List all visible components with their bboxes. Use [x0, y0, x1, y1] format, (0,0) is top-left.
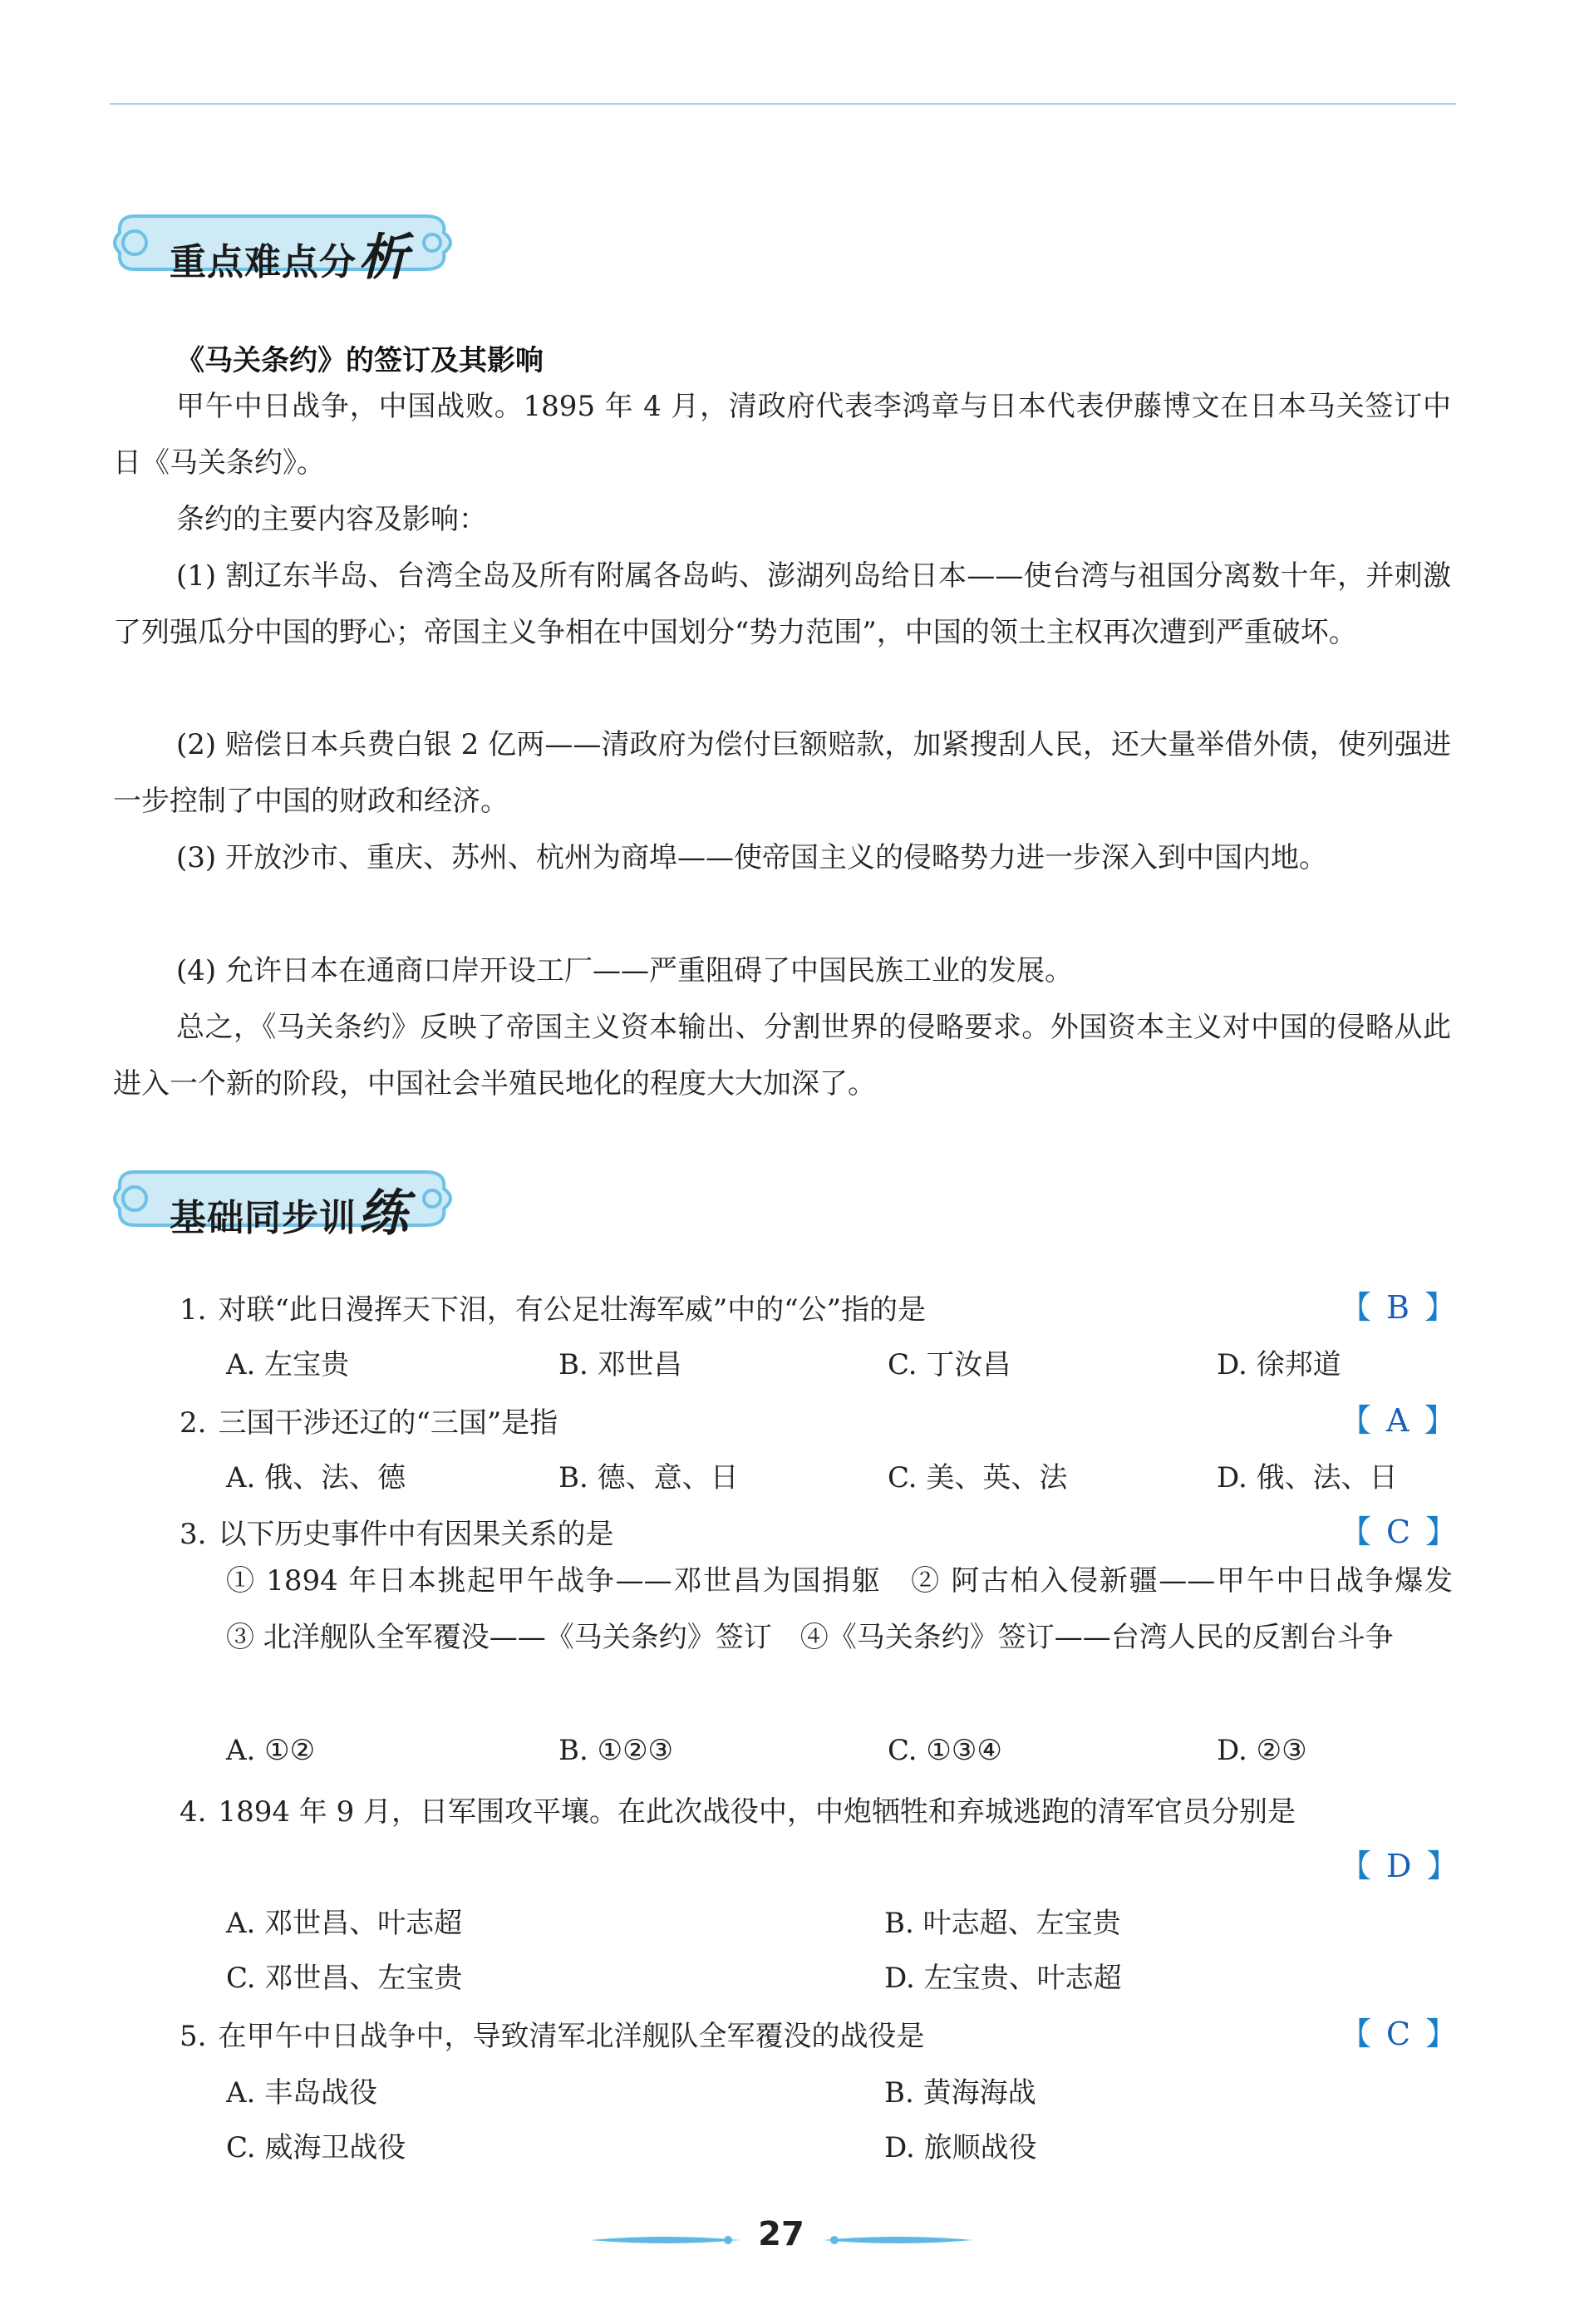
question-stem: 5. 在甲午中日战争中，导致清军北洋舰队全军覆没的战役是	[180, 2020, 925, 2053]
analysis-paragraph: (2) 赔偿日本兵费白银 2 亿两——清政府为偿付巨额赔款，加紧搜刮人民，还大量举借外债，使列强进一步控制了中国的财政和经济。	[113, 728, 1451, 818]
answer-letter: C	[1386, 2016, 1411, 2052]
analysis-section-title	[170, 218, 409, 289]
analysis-paragraph: 条约的主要内容及影响：	[176, 503, 487, 536]
option-a: A. 俄、法、德	[226, 1461, 406, 1494]
page-number: 27	[758, 2215, 804, 2253]
option-c: C. ①③④	[888, 1734, 1002, 1767]
option-d: D. 俄、法、日	[1217, 1461, 1398, 1494]
analysis-paragraph: (1) 割辽东半岛、台湾全岛及所有附属各岛屿、澎湖列岛给日本——使台湾与祖国分离数十年，并刺激了列强瓜分中国的野心；帝国主义争相在中国划分“势力范围”，中国的领土主权再次遭到严重破坏。	[113, 559, 1451, 649]
answer-bracket: 【 B 】	[1340, 1289, 1456, 1326]
question-body: ① 1894 年日本挑起甲午战争——邓世昌为国捐躯 ② 阿古柏入侵新疆——甲午中日战争爆发 ③ 北洋舰队全军覆没——《马关条约》签订 ④《马关条约》签订——台湾人民的反割台斗争	[226, 1564, 1481, 1654]
answer-bracket: 【 C 】	[1340, 1514, 1458, 1550]
practice-title-accent: 练	[358, 1184, 409, 1243]
analysis-paragraph: 甲午中日战争，中国战败。1895 年 4 月，清政府代表李鸿章与日本代表伊藤博文在日本马关签订中日《马关条约》。	[113, 390, 1451, 480]
option-d: D. 旅顺战役	[884, 2131, 1037, 2164]
option-c: C. 美、英、法	[888, 1461, 1068, 1494]
analysis-title-accent: 析	[358, 229, 409, 287]
option-a: A. 丰岛战役	[226, 2076, 378, 2110]
answer-letter: C	[1386, 1514, 1411, 1550]
option-d: D. 左宝贵、叶志超	[884, 1962, 1122, 1995]
practice-section-title	[170, 1174, 409, 1245]
option-b: B. 德、意、日	[558, 1461, 739, 1494]
top-rule	[110, 103, 1456, 105]
answer-bracket: 【 A 】	[1340, 1402, 1456, 1439]
practice-title-main: 基础同步训	[170, 1197, 357, 1239]
option-b: B. 黄海海战	[884, 2076, 1036, 2110]
analysis-heading: 《马关条约》的签订及其影响	[176, 344, 544, 377]
option-b: B. ①②③	[558, 1734, 674, 1767]
page-footer	[582, 2215, 981, 2265]
practice-section-banner	[110, 1155, 459, 1242]
answer-bracket: 【 D 】	[1340, 1848, 1459, 1884]
option-b: B. 叶志超、左宝贵	[884, 1907, 1121, 1940]
option-a: A. 邓世昌、叶志超	[226, 1907, 463, 1940]
option-d: D. ②③	[1217, 1734, 1307, 1767]
question-stem: 3. 以下历史事件中有因果关系的是	[180, 1518, 614, 1551]
question-stem: 2. 三国干涉还辽的“三国”是指	[180, 1406, 558, 1440]
answer-letter: B	[1386, 1289, 1410, 1326]
option-c: C. 威海卫战役	[226, 2131, 406, 2164]
answer-letter: A	[1386, 1402, 1410, 1439]
option-a: A. 左宝贵	[226, 1348, 350, 1381]
answer-letter: D	[1386, 1848, 1412, 1884]
analysis-paragraph: (3) 开放沙市、重庆、苏州、杭州为商埠——使帝国主义的侵略势力进一步深入到中国内地。	[176, 841, 1327, 874]
question-stem: 1. 对联“此日漫挥天下泪，有公足壮海军威”中的“公”指的是	[180, 1293, 926, 1327]
option-b: B. 邓世昌	[558, 1348, 682, 1381]
analysis-paragraph: (4) 允许日本在通商口岸开设工厂——严重阻碍了中国民族工业的发展。	[176, 954, 1073, 987]
option-c: C. 邓世昌、左宝贵	[226, 1962, 463, 1995]
option-a: A. ①②	[226, 1734, 316, 1767]
analysis-section-banner	[110, 199, 459, 286]
answer-bracket: 【 C 】	[1340, 2016, 1458, 2052]
analysis-paragraph: 总之，《马关条约》反映了帝国主义资本输出、分割世界的侵略要求。外国资本主义对中国的侵略从此进入一个新的阶段，中国社会半殖民地化的程度大大加深了。	[113, 1011, 1451, 1100]
analysis-title-main: 重点难点分	[170, 241, 357, 283]
option-c: C. 丁汝昌	[888, 1348, 1011, 1381]
option-d: D. 徐邦道	[1217, 1348, 1341, 1381]
question-stem: 4. 1894 年 9 月，日军围攻平壤。在此次战役中，中炮牺牲和弃城逃跑的清军官员分别是	[180, 1795, 1296, 1829]
